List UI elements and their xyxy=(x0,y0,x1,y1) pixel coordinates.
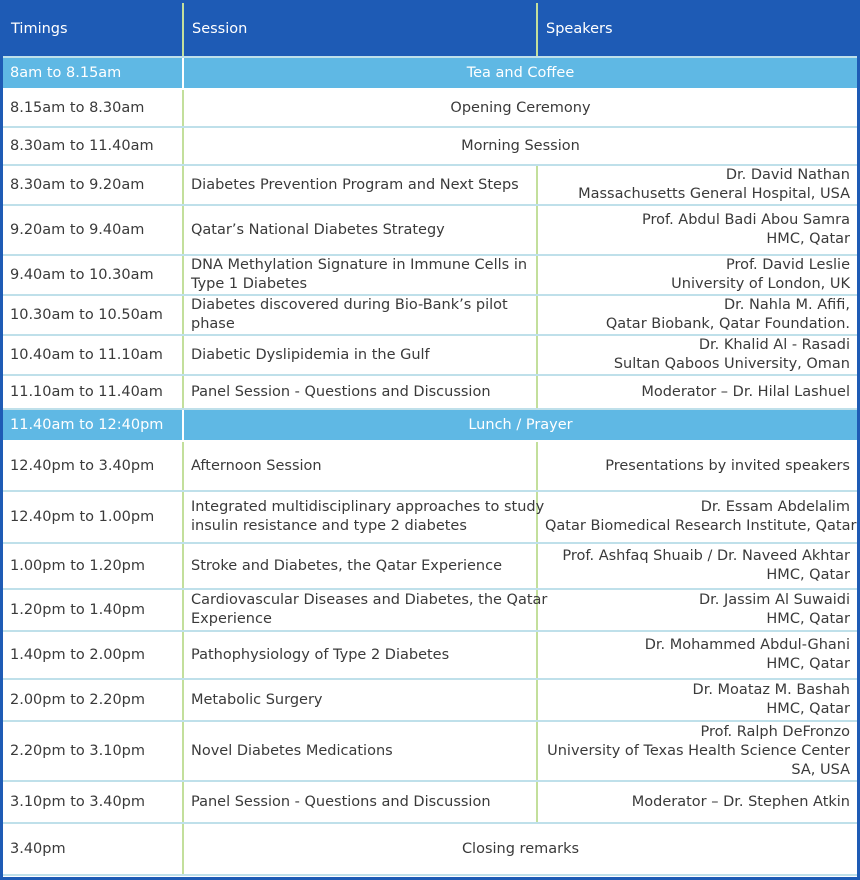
row-speaker xyxy=(537,491,857,543)
header-speakers: Speakers xyxy=(537,3,857,57)
schedule-row xyxy=(3,491,857,543)
speaker-line: Presentations by invited speakers xyxy=(605,457,850,474)
row-speaker xyxy=(537,335,857,375)
row-span-title: Lunch / Prayer xyxy=(183,409,857,441)
session-title-line: phase xyxy=(191,316,235,332)
row-session xyxy=(183,375,537,409)
row-time: 10.30am to 10.50am xyxy=(3,295,183,335)
session-title-line: Novel Diabetes Medications xyxy=(191,742,393,759)
row-session xyxy=(183,335,537,375)
schedule-row xyxy=(3,57,857,89)
session-title-line: Pathophysiology of Type 2 Diabetes xyxy=(191,646,450,663)
speaker-line: Dr. Essam Abdelalim xyxy=(700,499,850,515)
row-session xyxy=(183,679,537,721)
speaker-line: Dr. Khalid Al - Rasadi xyxy=(698,337,850,353)
row-speaker xyxy=(537,295,857,335)
row-session xyxy=(183,295,537,335)
row-time: 3.40pm xyxy=(3,823,183,875)
session-title-line: Type 1 Diabetes xyxy=(191,276,308,292)
row-span-title: Morning Session xyxy=(183,127,857,165)
row-time: 8am to 8.15am xyxy=(3,57,183,89)
row-span-title: Tea and Coffee xyxy=(183,57,857,89)
speaker-line: Qatar Biobank, Qatar Foundation. xyxy=(605,316,850,332)
row-time: 1.40pm to 2.00pm xyxy=(3,631,183,679)
row-session xyxy=(183,631,537,679)
schedule-row xyxy=(3,255,857,295)
speaker-line: University of London, UK xyxy=(671,276,850,292)
speaker-line: Moderator – Dr. Hilal Lashuel xyxy=(641,383,850,400)
session-title-line: Cardiovascular Diseases and Diabetes, the Qatar xyxy=(191,592,548,608)
row-time: 8.30am to 9.20am xyxy=(3,165,183,205)
schedule-row xyxy=(3,335,857,375)
session-title-line: Experience xyxy=(191,611,272,627)
row-time: 2.20pm to 3.10pm xyxy=(3,721,183,781)
row-time: 2.00pm to 2.20pm xyxy=(3,679,183,721)
speaker-line: University of Texas Health Science Center xyxy=(547,742,850,759)
session-title-line: Diabetic Dyslipidemia in the Gulf xyxy=(191,346,430,363)
row-time: 8.30am to 11.40am xyxy=(3,127,183,165)
row-session xyxy=(183,721,537,781)
row-session xyxy=(183,165,537,205)
speaker-line: Dr. Nahla M. Afifi, xyxy=(724,297,850,313)
schedule-row xyxy=(3,89,857,127)
row-session xyxy=(183,205,537,255)
session-title-line: Diabetes discovered during Bio-Bank’s pilot xyxy=(191,297,508,313)
schedule-body xyxy=(3,57,857,875)
schedule-row xyxy=(3,631,857,679)
session-title-line: DNA Methylation Signature in Immune Cells in xyxy=(191,257,528,273)
header-session: Session xyxy=(183,3,537,57)
schedule-row xyxy=(3,295,857,335)
speaker-line: HMC, Qatar xyxy=(766,701,850,717)
speaker-line: HMC, Qatar xyxy=(766,231,850,247)
row-session xyxy=(183,441,537,491)
header-row xyxy=(3,3,857,57)
session-title-line: Stroke and Diabetes, the Qatar Experience xyxy=(191,557,502,574)
session-title-line: Panel Session - Questions and Discussion xyxy=(191,793,491,810)
speaker-line: Prof. Ralph DeFronzo xyxy=(700,723,850,740)
session-title-line: Afternoon Session xyxy=(191,457,322,474)
speaker-line: HMC, Qatar xyxy=(766,611,850,627)
row-session xyxy=(183,543,537,589)
row-speaker xyxy=(537,781,857,823)
row-time: 9.20am to 9.40am xyxy=(3,205,183,255)
speaker-line: Dr. Mohammed Abdul-Ghani xyxy=(644,637,850,653)
row-speaker xyxy=(537,543,857,589)
row-time: 12.40pm to 1.00pm xyxy=(3,491,183,543)
row-time: 9.40am to 10.30am xyxy=(3,255,183,295)
row-speaker xyxy=(537,165,857,205)
speaker-line: Sultan Qaboos University, Oman xyxy=(613,356,850,372)
schedule-row xyxy=(3,375,857,409)
row-speaker xyxy=(537,441,857,491)
session-title-line: Qatar’s National Diabetes Strategy xyxy=(191,221,445,238)
row-time: 11.40am to 12:40pm xyxy=(3,409,183,441)
speaker-line: Massachusetts General Hospital, USA xyxy=(578,186,850,202)
row-time: 3.10pm to 3.40pm xyxy=(3,781,183,823)
speaker-line: SA, USA xyxy=(791,761,850,778)
schedule-row xyxy=(3,721,857,781)
row-speaker xyxy=(537,255,857,295)
session-title-line: insulin resistance and type 2 diabetes xyxy=(191,518,467,534)
row-session xyxy=(183,491,545,543)
speaker-line: HMC, Qatar xyxy=(766,656,850,672)
speaker-line: Prof. Abdul Badi Abou Samra xyxy=(642,212,850,228)
speaker-line: HMC, Qatar xyxy=(766,567,850,583)
session-title-line: Metabolic Surgery xyxy=(191,691,323,708)
schedule-row xyxy=(3,409,857,441)
row-time: 1.20pm to 1.40pm xyxy=(3,589,183,631)
speaker-line: Moderator – Dr. Stephen Atkin xyxy=(631,793,850,810)
row-time: 1.00pm to 1.20pm xyxy=(3,543,183,589)
row-session xyxy=(183,781,537,823)
session-title-line: Panel Session - Questions and Discussion xyxy=(191,383,491,400)
speaker-line: Dr. David Nathan xyxy=(725,167,850,183)
row-time: 12.40pm to 3.40pm xyxy=(3,441,183,491)
row-speaker xyxy=(537,375,857,409)
row-time: 10.40am to 11.10am xyxy=(3,335,183,375)
row-speaker xyxy=(537,721,857,781)
schedule-row xyxy=(3,781,857,823)
speaker-line: Dr. Moataz M. Bashah xyxy=(692,682,850,698)
row-session xyxy=(183,255,537,295)
schedule-table xyxy=(3,3,857,876)
schedule-row xyxy=(3,543,857,589)
row-session xyxy=(183,589,548,631)
row-speaker xyxy=(537,631,857,679)
schedule-row xyxy=(3,679,857,721)
speaker-line: Prof. Ashfaq Shuaib / Dr. Naveed Akhtar xyxy=(562,548,850,564)
row-speaker xyxy=(537,205,857,255)
session-title-line: Diabetes Prevention Program and Next Steps xyxy=(191,176,519,193)
schedule-row xyxy=(3,205,857,255)
speaker-line: Prof. David Leslie xyxy=(725,257,850,273)
row-span-title: Closing remarks xyxy=(183,823,857,875)
row-span-title: Opening Ceremony xyxy=(183,89,857,127)
speaker-line: Dr. Jassim Al Suwaidi xyxy=(698,592,850,608)
schedule-row xyxy=(3,589,857,631)
session-title-line: Integrated multidisciplinary approaches to study xyxy=(191,499,545,515)
schedule-row xyxy=(3,823,857,875)
schedule-row xyxy=(3,165,857,205)
schedule-row xyxy=(3,127,857,165)
header-timings: Timings xyxy=(3,3,183,57)
row-speaker xyxy=(537,589,857,631)
row-speaker xyxy=(537,679,857,721)
row-time: 8.15am to 8.30am xyxy=(3,89,183,127)
row-time: 11.10am to 11.40am xyxy=(3,375,183,409)
speaker-line: Qatar Biomedical Research Institute, Qatar xyxy=(545,518,857,534)
schedule-row xyxy=(3,441,857,491)
